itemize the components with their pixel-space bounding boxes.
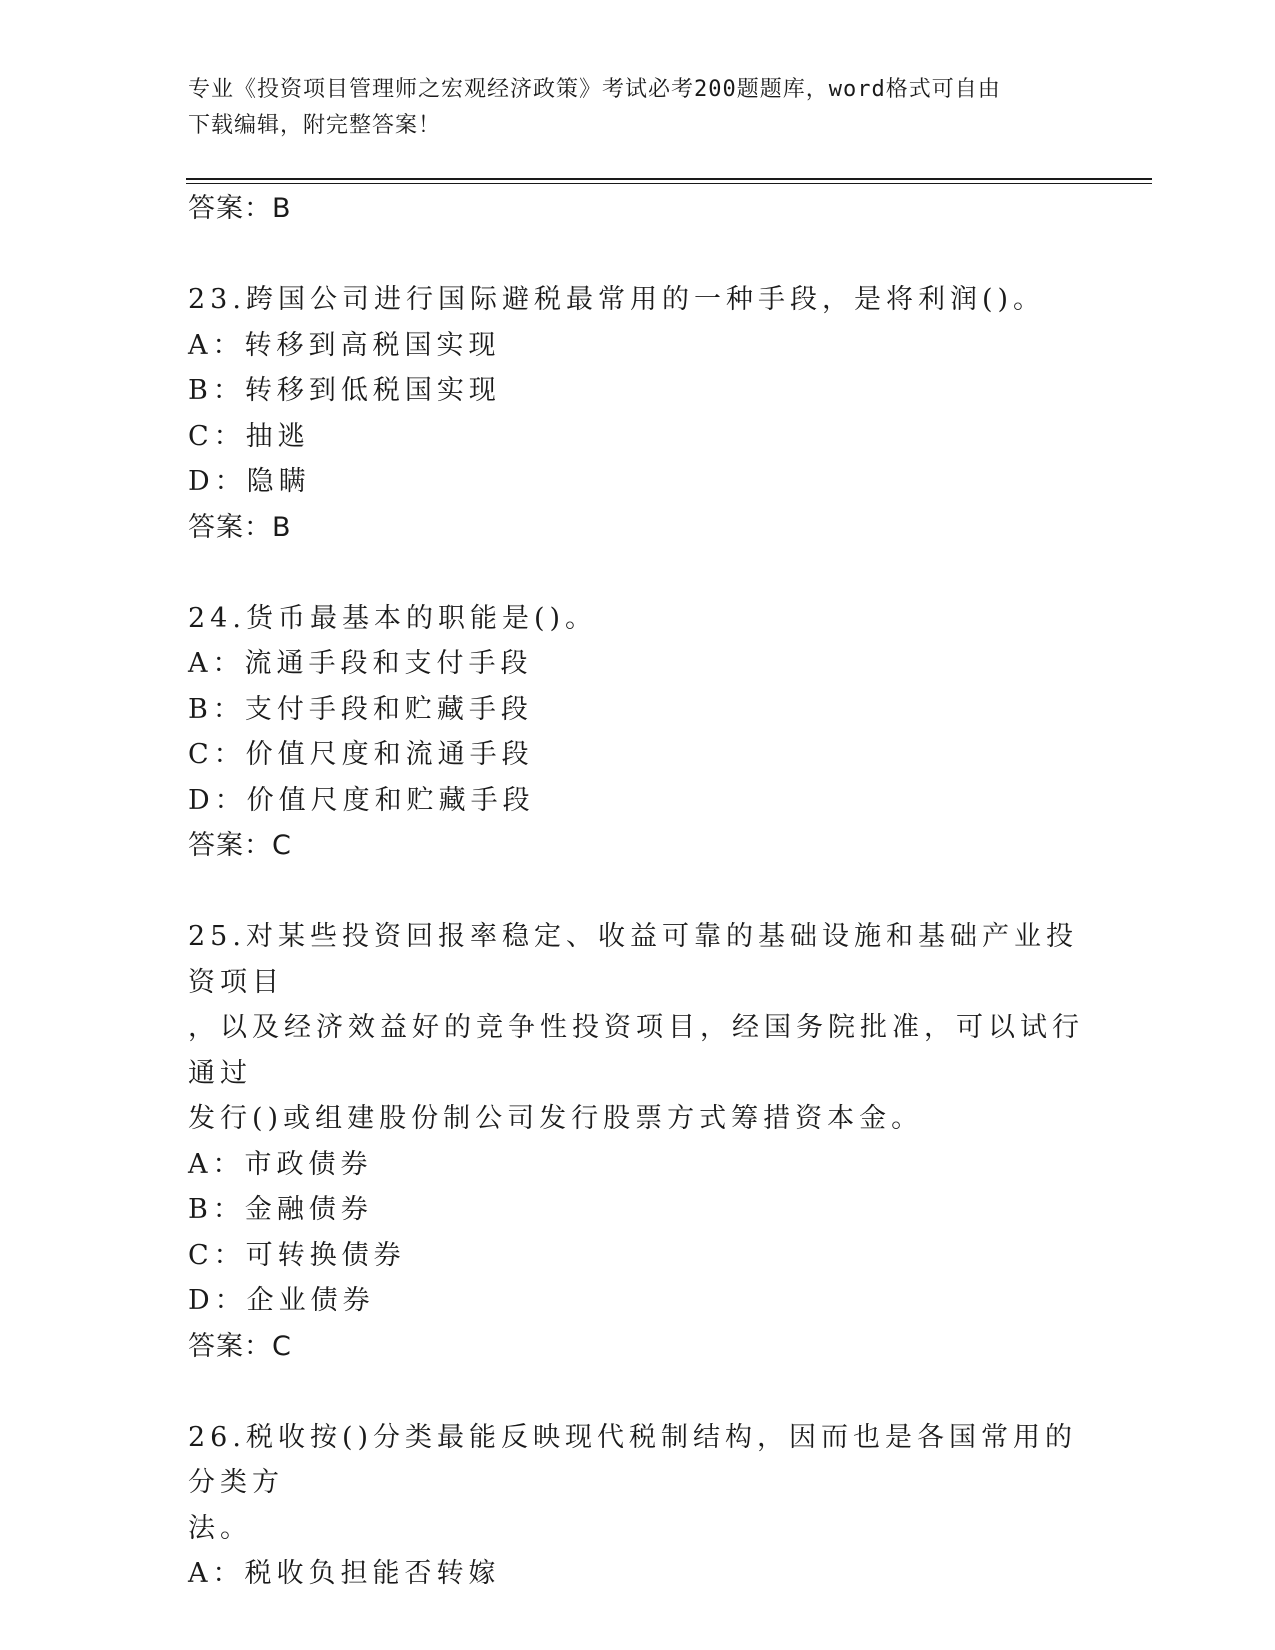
option-a: A：流通手段和支付手段 bbox=[188, 648, 533, 679]
question-text: 25.对某些投资回报率稳定、收益可靠的基础设施和基础产业投资项目 bbox=[188, 921, 1078, 998]
option-d: D：隐瞒 bbox=[188, 466, 311, 497]
header-rule-thick bbox=[186, 178, 1152, 180]
question-text: 24.货币最基本的职能是()。 bbox=[188, 602, 598, 634]
question-text: 26.税收按()分类最能反映现代税制结构，因而也是各国常用的分类方 bbox=[188, 1421, 1078, 1498]
question-block-25 bbox=[188, 914, 1108, 1369]
option-d: D：企业债券 bbox=[188, 1285, 375, 1316]
option-b: B：转移到低税国实现 bbox=[188, 375, 501, 406]
answer-line: 答案：B bbox=[188, 511, 292, 543]
header-line-2: 下载编辑，附完整答案！ bbox=[188, 113, 442, 138]
option-b: B：支付手段和贮藏手段 bbox=[188, 693, 533, 725]
option-c: C：抽逃 bbox=[188, 420, 310, 452]
option-d: D：价值尺度和贮藏手段 bbox=[188, 784, 535, 816]
option-a: A：转移到高税国实现 bbox=[188, 329, 501, 361]
header-line-1: 专业《投资项目管理师之宏观经济政策》考试必考200题题库，word格式可自由 bbox=[188, 77, 1001, 102]
question-block-24 bbox=[188, 596, 1108, 869]
option-c: C：价值尺度和流通手段 bbox=[188, 739, 534, 770]
question-block-23 bbox=[188, 277, 1108, 550]
answer-line: 答案：C bbox=[188, 1330, 292, 1362]
question-block-26 bbox=[188, 1415, 1108, 1597]
option-b: B：金融债券 bbox=[188, 1194, 373, 1225]
document-body bbox=[188, 186, 1108, 1597]
answer-line: 答案：B bbox=[188, 193, 292, 224]
question-text: 法。 bbox=[188, 1512, 252, 1544]
option-c: C：可转换债券 bbox=[188, 1239, 406, 1271]
option-a: A：税收负担能否转嫁 bbox=[188, 1558, 501, 1589]
document-header bbox=[188, 72, 1088, 144]
answer-line: 答案：C bbox=[188, 830, 292, 861]
option-a: A：市政债券 bbox=[188, 1148, 373, 1180]
header-rule-thin bbox=[186, 183, 1152, 184]
question-text: ，以及经济效益好的竞争性投资项目，经国务院批准，可以试行通过 bbox=[188, 1012, 1084, 1089]
question-text: 23.跨国公司进行国际避税最常用的一种手段，是将利润()。 bbox=[188, 284, 1046, 315]
question-text: 发行()或组建股份制公司发行股票方式筹措资本金。 bbox=[188, 1103, 924, 1134]
